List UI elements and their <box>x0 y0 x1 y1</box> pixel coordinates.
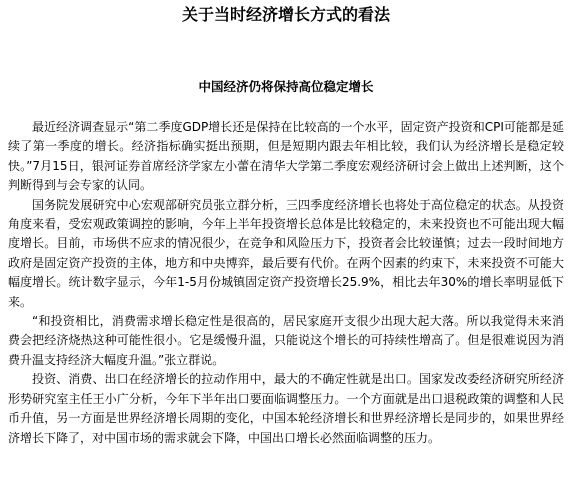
paragraph-3: “和投资相比，消费需求增长稳定性是很高的，居民家庭开支很少出现大起大落。所以我觉得未来消费会把经济烧热这种可能性很小。它是缓慢升温，只能说这个增长的可持续性增高了。但是很难说因为消费升温支持经济大幅度升温。”张立群说。 <box>8 314 564 367</box>
page-title: 关于当时经济增长方式的看法 <box>181 5 390 24</box>
section-heading: 中国经济仍将保持高位稳定增长 <box>198 79 374 94</box>
paragraph-4: 投资、消费、出口在经济增长的拉动作用中，最大的不确定性就是出口。国家发改委经济研究所经济形势研究室主任王小广分析，今年下半年出口要面临调整压力。一个方面就是出口退税政策的调整和人民币升值，另一方面是世界经济增长周期的变化，中国本轮经济增长和世界经济增长是同步的，如果世界经济增长下降了，对中国市场的需求就会下降，中国出口增长必然面临调整的压力。 <box>8 372 564 445</box>
paragraph-2: 国务院发展研究中心宏观部研究员张立群分析，三四季度经济增长也将处于高位稳定的状态。从投资角度来看，受宏观政策调控的影响，今年上半年投资增长总体是比较稳定的，未来投资也不可能出现大幅度增长。目前，市场供不应求的情况很少，在竞争和风险压力下，投资者会比较谨慎；过去一段时间地方政府是固定资产投资的主体，地方和中央博弈，最后要有代价。在两个因素的约束下，未来投资不可能大幅度增长。统计数字显示，今年1-5月份城镇固定资产投资增长25.9%，相比去年30%的增长率明显低下来。 <box>8 197 564 309</box>
article-body <box>8 118 564 448</box>
paragraph-1: 最近经济调查显示“第二季度GDP增长还是保持在比较高的一个水平，固定资产投资和CPI可能都是延续了第一季度的增长。经济指标确实挺出预期，但是短期内跟去年相比较，我们认为经济增长是稳定较快。”7月15日，银河证券首席经济学家左小蕾在清华大学第二季度宏观经济研讨会上做出上述判断，这个判断得到与会专家的认同。 <box>8 120 564 193</box>
